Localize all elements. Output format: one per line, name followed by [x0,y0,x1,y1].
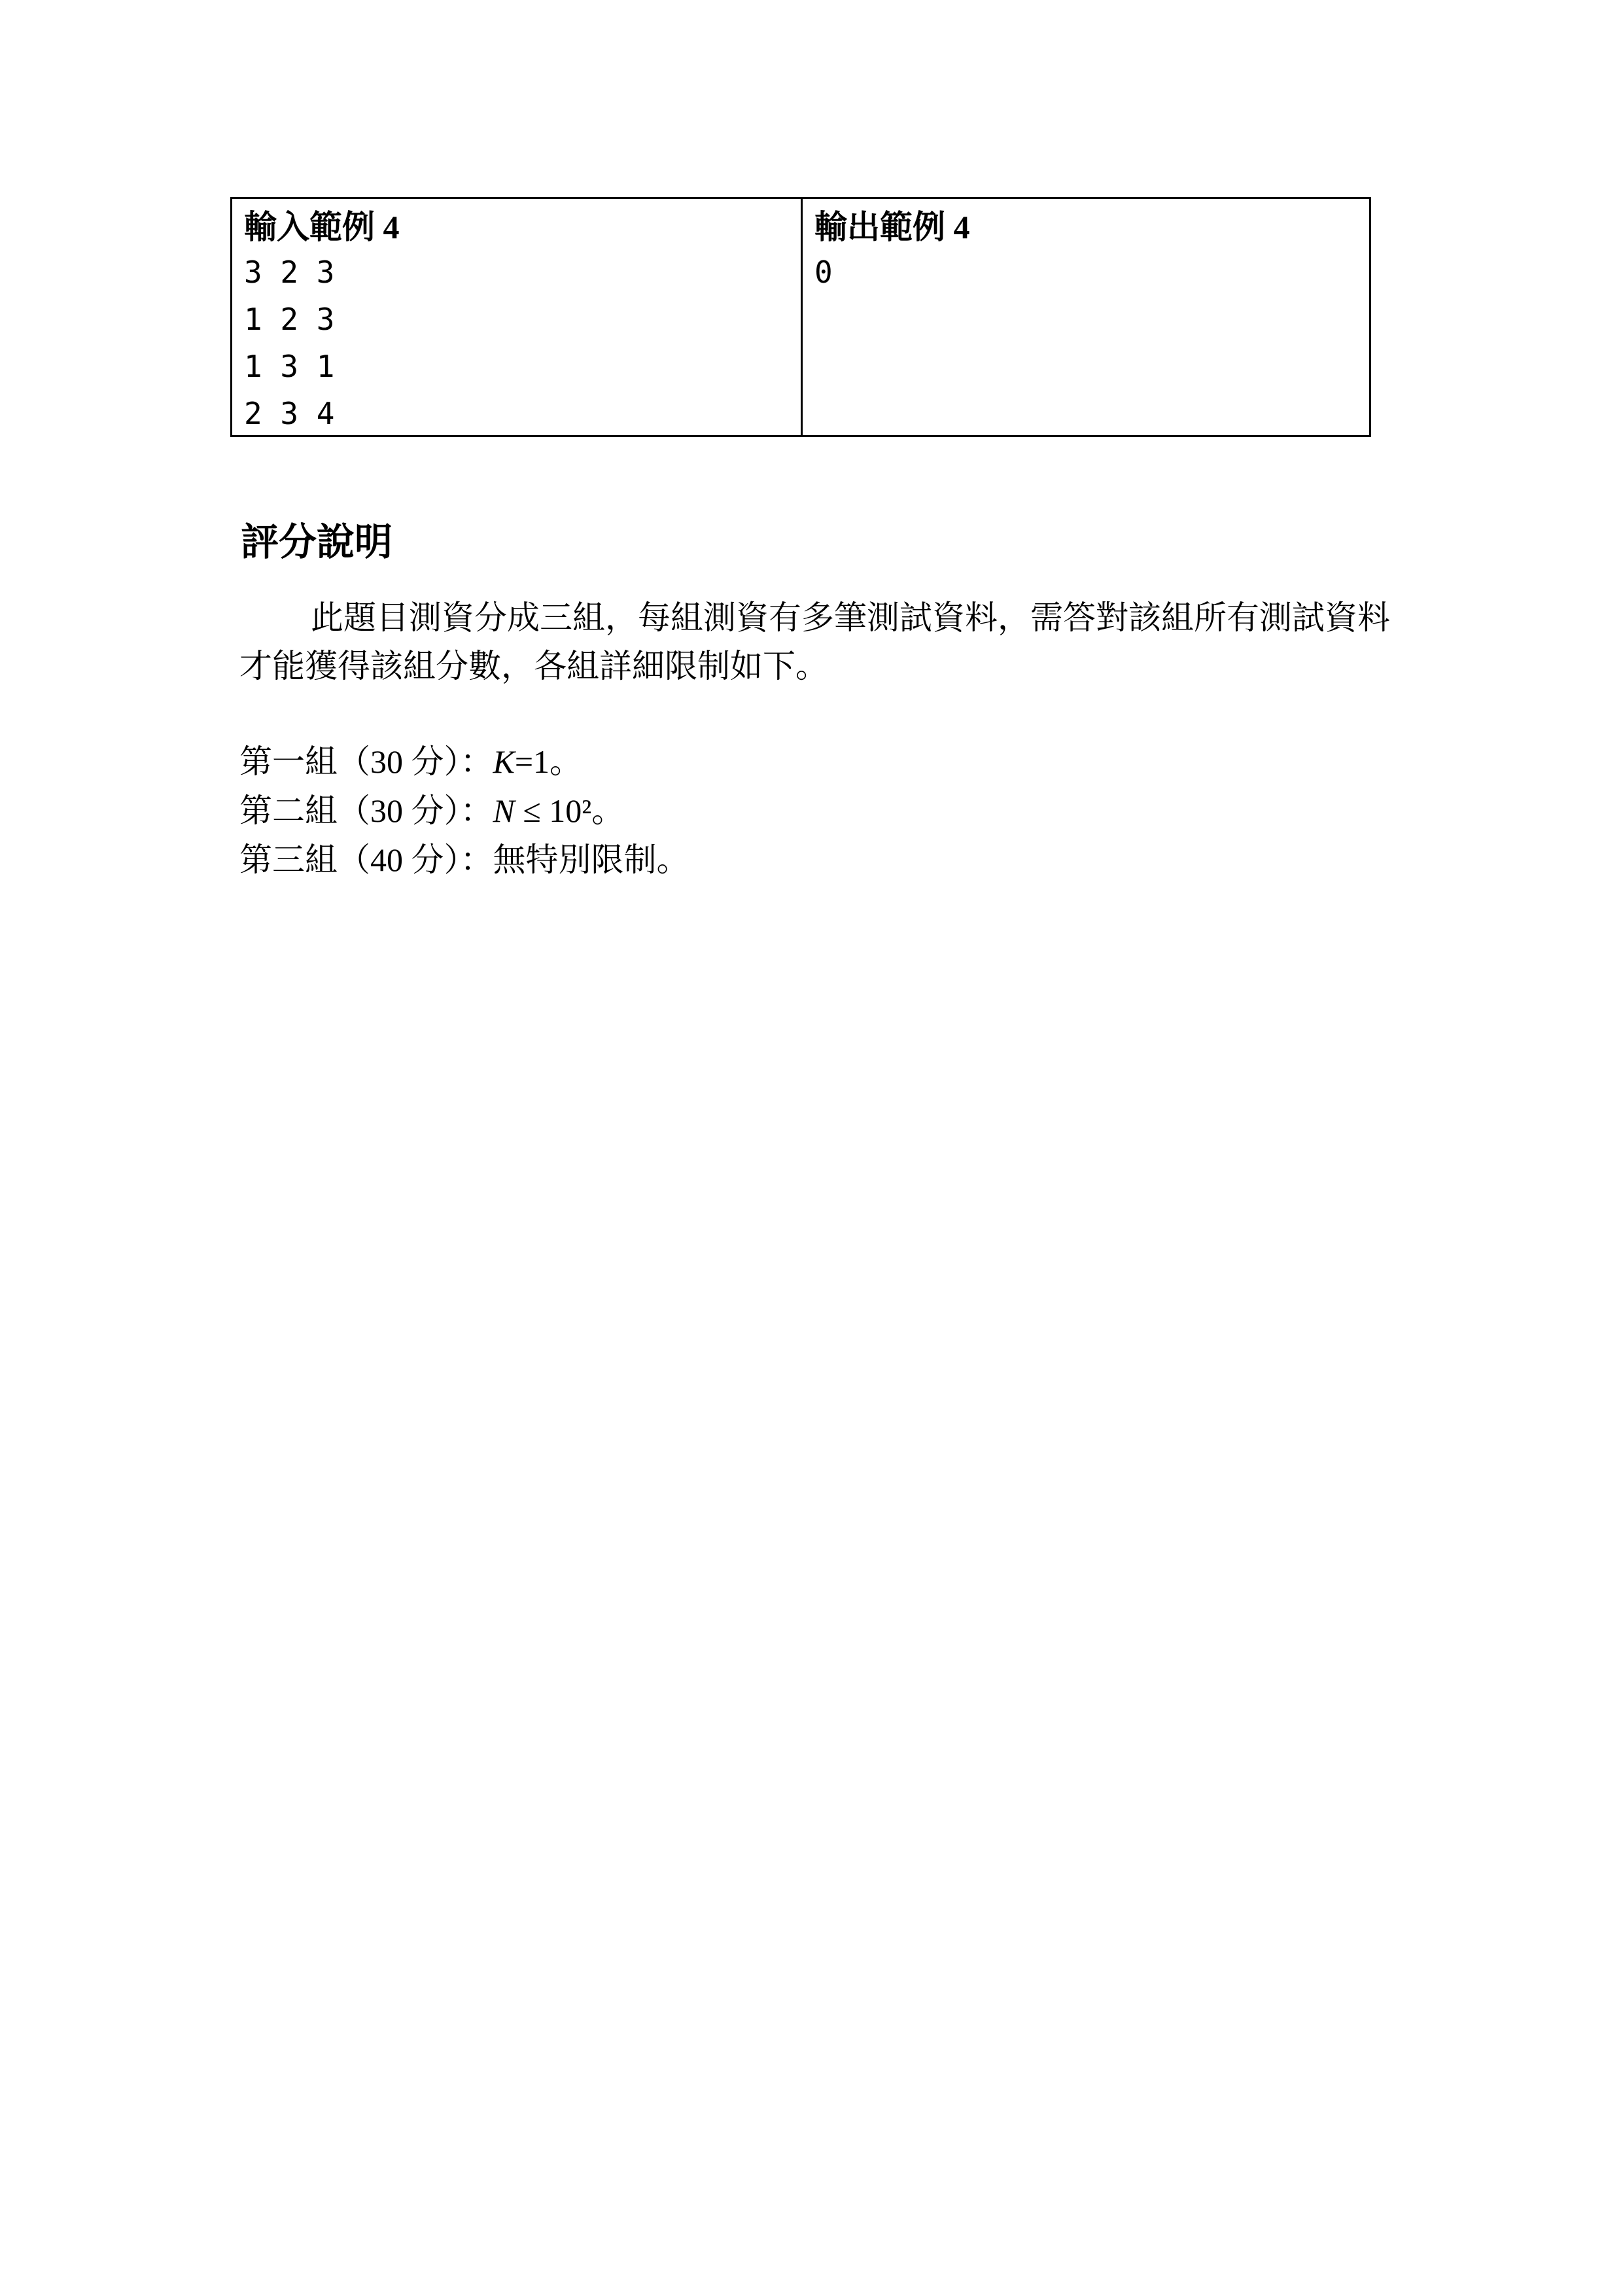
group-label: 第二組（30 分）： [239,792,493,829]
input-example-header: 輸入範例 4 [244,209,400,245]
scoring-paragraph-line: 才能獲得該組分數，各組詳細限制如下。 [239,648,828,684]
sample-io-table [230,197,1371,437]
output-example-cell [801,199,1369,435]
group-constraint-text: ≤ 10²。 [514,792,625,829]
group-constraint-text: 無特別限制。 [493,841,689,878]
group-label: 第三組（40 分）： [239,841,493,878]
group-constraint-line [239,738,582,785]
math-variable: N [493,792,515,829]
math-variable: K [493,743,515,780]
input-data-line: 1 2 3 [244,302,335,337]
scoring-section-heading: 評分說明 [241,521,393,563]
input-data-line: 3 2 3 [244,255,335,290]
input-data-line: 2 3 4 [244,396,335,431]
output-data-line: 0 [814,255,833,290]
group-constraint-text: =1。 [514,743,583,780]
group-label: 第一組（30 分）： [239,743,493,780]
scoring-paragraph-line: 此題目測資分成三組，每組測資有多筆測試資料，需答對該組所有測試資料 [311,599,1390,636]
output-example-header: 輸出範例 4 [814,209,970,245]
group-constraint-line [239,787,624,834]
group-constraint-line [239,836,689,883]
input-data-line: 1 3 1 [244,349,335,384]
input-example-cell [232,199,801,435]
